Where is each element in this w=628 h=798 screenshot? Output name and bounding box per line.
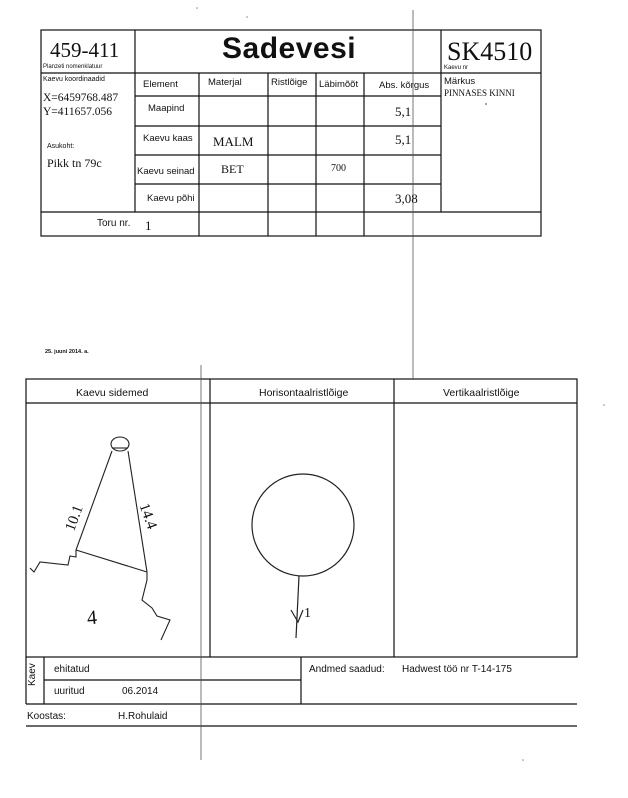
sheet-code: 459-411 [50, 38, 120, 62]
author-label: Koostas: [27, 711, 66, 722]
source-label: Andmed saadud: [309, 664, 385, 675]
coord-y: Y=411657.056 [43, 106, 112, 118]
note-value: PINNASES KINNI [444, 88, 515, 98]
col-header-element: Element [143, 79, 178, 90]
surveyed-date: 06.2014 [122, 686, 159, 697]
horizontal-section [252, 474, 354, 638]
col-header-material: Materjal [208, 77, 242, 88]
pipe-value: 1 [145, 218, 152, 233]
coords-label: Kaevu koordinaadid [43, 76, 105, 83]
surveyed-label: uuritud [54, 686, 85, 697]
col-header-note: Märkus [444, 76, 476, 87]
col-header-diameter: Läbimõõt [319, 79, 359, 90]
well-id: SK4510 [447, 37, 533, 66]
sketch-building-number: 4 [86, 606, 98, 630]
col-header-cross: Ristlõige [271, 77, 308, 88]
built-label: ehitatud [54, 664, 90, 675]
row-diameter: 700 [331, 163, 346, 174]
row-element: Kaevu kaas [143, 133, 193, 144]
col-header-height: Abs. kõrgus [379, 80, 430, 91]
pipe-label: Toru nr. [97, 218, 131, 229]
row-material: BET [221, 162, 244, 176]
row-element: Kaevu seinad [137, 166, 195, 177]
building-sketch [30, 437, 170, 640]
row-element: Kaevu põhi [147, 193, 195, 204]
sketch-pipe-number: 1 [304, 606, 311, 621]
panel-title-links: Kaevu sidemed [76, 387, 149, 399]
row-material: MALM [213, 134, 254, 149]
well-id-label: Kaevu nr [444, 65, 469, 71]
panel-title-horizontal: Horisontaalristlõige [259, 387, 349, 399]
panel-title-vertical: Vertikaalristlõige [443, 387, 520, 399]
row-element: Maapind [148, 103, 185, 114]
author-value: H.Rohulaid [118, 711, 168, 722]
sheet-code-label: Planzeti nomenklatuur [43, 64, 103, 70]
date-stamp: 25. juuni 2014. a. [45, 349, 89, 355]
sketch-distance-left: 10.1 [62, 503, 87, 534]
location-value: Pikk tn 79c [47, 156, 102, 170]
footer-side-label: Kaev [27, 663, 38, 686]
coord-x: X=6459768.487 [43, 92, 119, 104]
location-label: Asukoht: [47, 143, 75, 150]
sketch-distance-right: 14.4 [135, 501, 160, 532]
row-height: 3,08 [395, 191, 418, 206]
source-value: Hadwest töö nr T-14-175 [402, 664, 512, 675]
page-title: Sadevesi [222, 32, 357, 65]
row-height: 5,1 [395, 132, 412, 147]
row-height: 5,1 [395, 104, 412, 119]
